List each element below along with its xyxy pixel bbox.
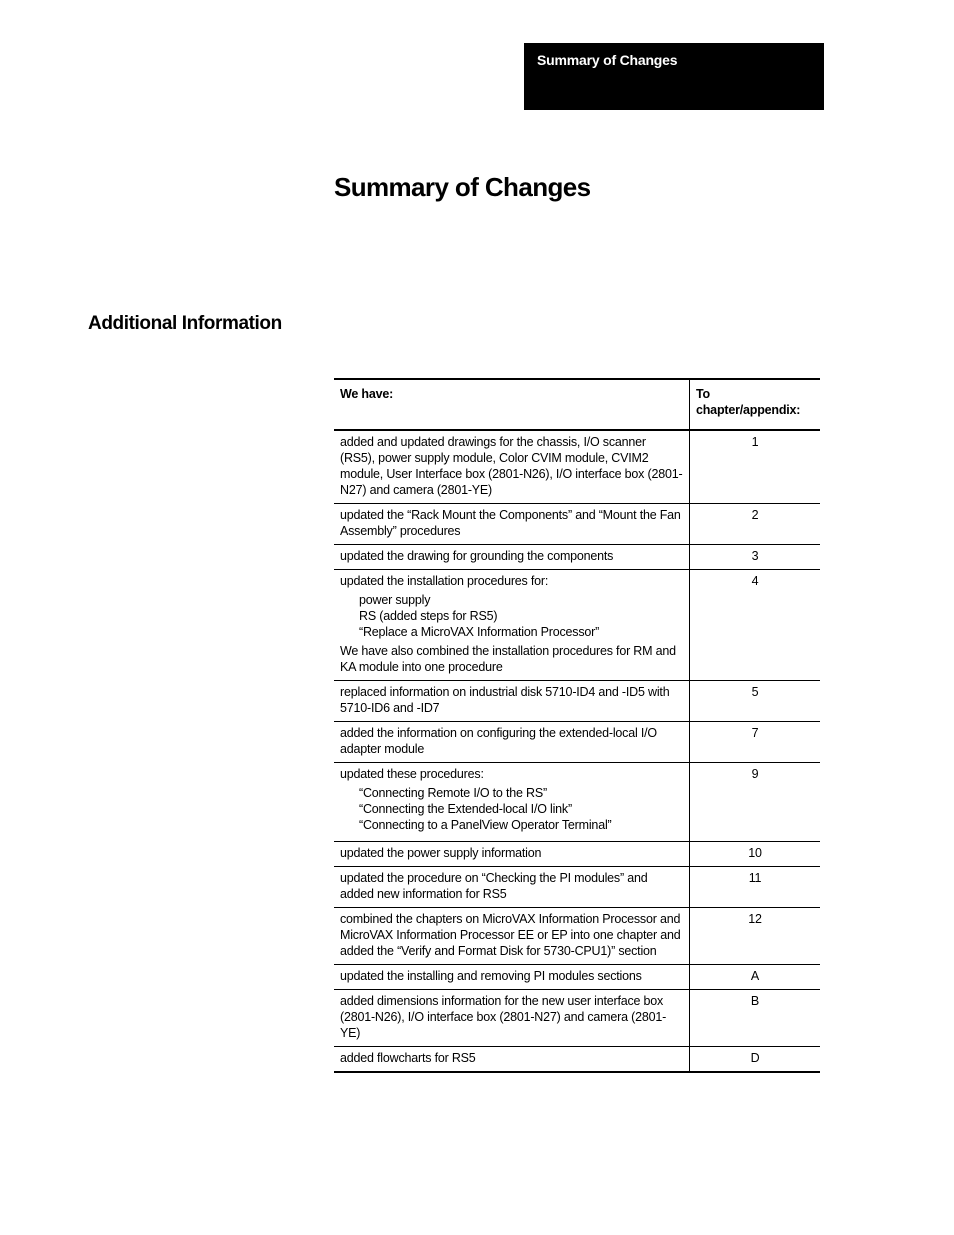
change-cell: updated the drawing for grounding the components <box>334 545 690 570</box>
change-cell: added and updated drawings for the chassis, I/O scanner (RS5), power supply module, Color CVIM module, CVIM2 module, User Interface box (2801-N26), I/O interface box (2801-N27) and camera (2801-YE) <box>334 430 690 504</box>
section-heading: Additional Information <box>88 313 282 334</box>
chapter-cell: 4 <box>690 570 821 681</box>
column-header-we-have: We have: <box>334 379 690 430</box>
header-tab-label: Summary of Changes <box>537 52 678 68</box>
table-row <box>334 965 820 990</box>
table-row <box>334 722 820 763</box>
table-body <box>334 430 820 1072</box>
table-header <box>334 379 820 430</box>
table-row <box>334 504 820 545</box>
change-cell: added the information on configuring the extended-local I/O adapter module <box>334 722 690 763</box>
chapter-cell: 10 <box>690 842 821 867</box>
change-cell: updated the power supply information <box>334 842 690 867</box>
change-cell: updated the procedure on “Checking the PI modules” and added new information for RS5 <box>334 867 690 908</box>
table-row <box>334 842 820 867</box>
change-cell: combined the chapters on MicroVAX Information Processor and MicroVAX Information Processor EE or EP into one chapter and added the “Verify and Format Disk for 5730-CPU1)” section <box>334 908 690 965</box>
column-header-chapter: To chapter/appendix: <box>690 379 821 430</box>
table-row <box>334 545 820 570</box>
sub-item-list <box>340 785 683 833</box>
page-title: Summary of Changes <box>334 172 591 202</box>
sub-item: power supply <box>359 593 431 607</box>
chapter-cell: 3 <box>690 545 821 570</box>
change-note: We have also combined the installation procedures for RM and KA module into one procedure <box>340 644 676 674</box>
header-tab <box>524 43 824 110</box>
chapter-cell: 5 <box>690 681 821 722</box>
change-cell: updated the installing and removing PI modules sections <box>334 965 690 990</box>
change-cell <box>334 763 690 842</box>
chapter-cell: 7 <box>690 722 821 763</box>
change-text: updated these procedures: <box>340 767 484 781</box>
sub-item: “Replace a MicroVAX Information Processor” <box>359 625 600 639</box>
change-cell: added flowcharts for RS5 <box>334 1047 690 1073</box>
change-cell: replaced information on industrial disk 5710-ID4 and -ID5 with 5710-ID6 and -ID7 <box>334 681 690 722</box>
chapter-cell: 11 <box>690 867 821 908</box>
table-row <box>334 570 820 681</box>
table-row <box>334 681 820 722</box>
table-row <box>334 1047 820 1073</box>
chapter-cell: B <box>690 990 821 1047</box>
sub-item-list <box>340 592 683 640</box>
change-cell: added dimensions information for the new user interface box (2801-N26), I/O interface box (2801-N27) and camera (2801-YE) <box>334 990 690 1047</box>
sub-item: “Connecting the Extended-local I/O link” <box>359 802 572 816</box>
chapter-cell: 1 <box>690 430 821 504</box>
table-header-row <box>334 379 820 430</box>
table-row <box>334 763 820 842</box>
table-row <box>334 867 820 908</box>
chapter-cell: D <box>690 1047 821 1073</box>
chapter-cell: 12 <box>690 908 821 965</box>
table-row <box>334 430 820 504</box>
table-row <box>334 908 820 965</box>
change-cell: updated the “Rack Mount the Components” and “Mount the Fan Assembly” procedures <box>334 504 690 545</box>
table-row <box>334 990 820 1047</box>
chapter-cell: 9 <box>690 763 821 842</box>
sub-item: “Connecting Remote I/O to the RS” <box>359 786 547 800</box>
change-text: updated the installation procedures for: <box>340 574 549 588</box>
sub-item: “Connecting to a PanelView Operator Terminal” <box>359 818 612 832</box>
change-cell <box>334 570 690 681</box>
summary-of-changes-table <box>334 378 820 1073</box>
chapter-cell: 2 <box>690 504 821 545</box>
chapter-cell: A <box>690 965 821 990</box>
sub-item: RS (added steps for RS5) <box>359 609 498 623</box>
